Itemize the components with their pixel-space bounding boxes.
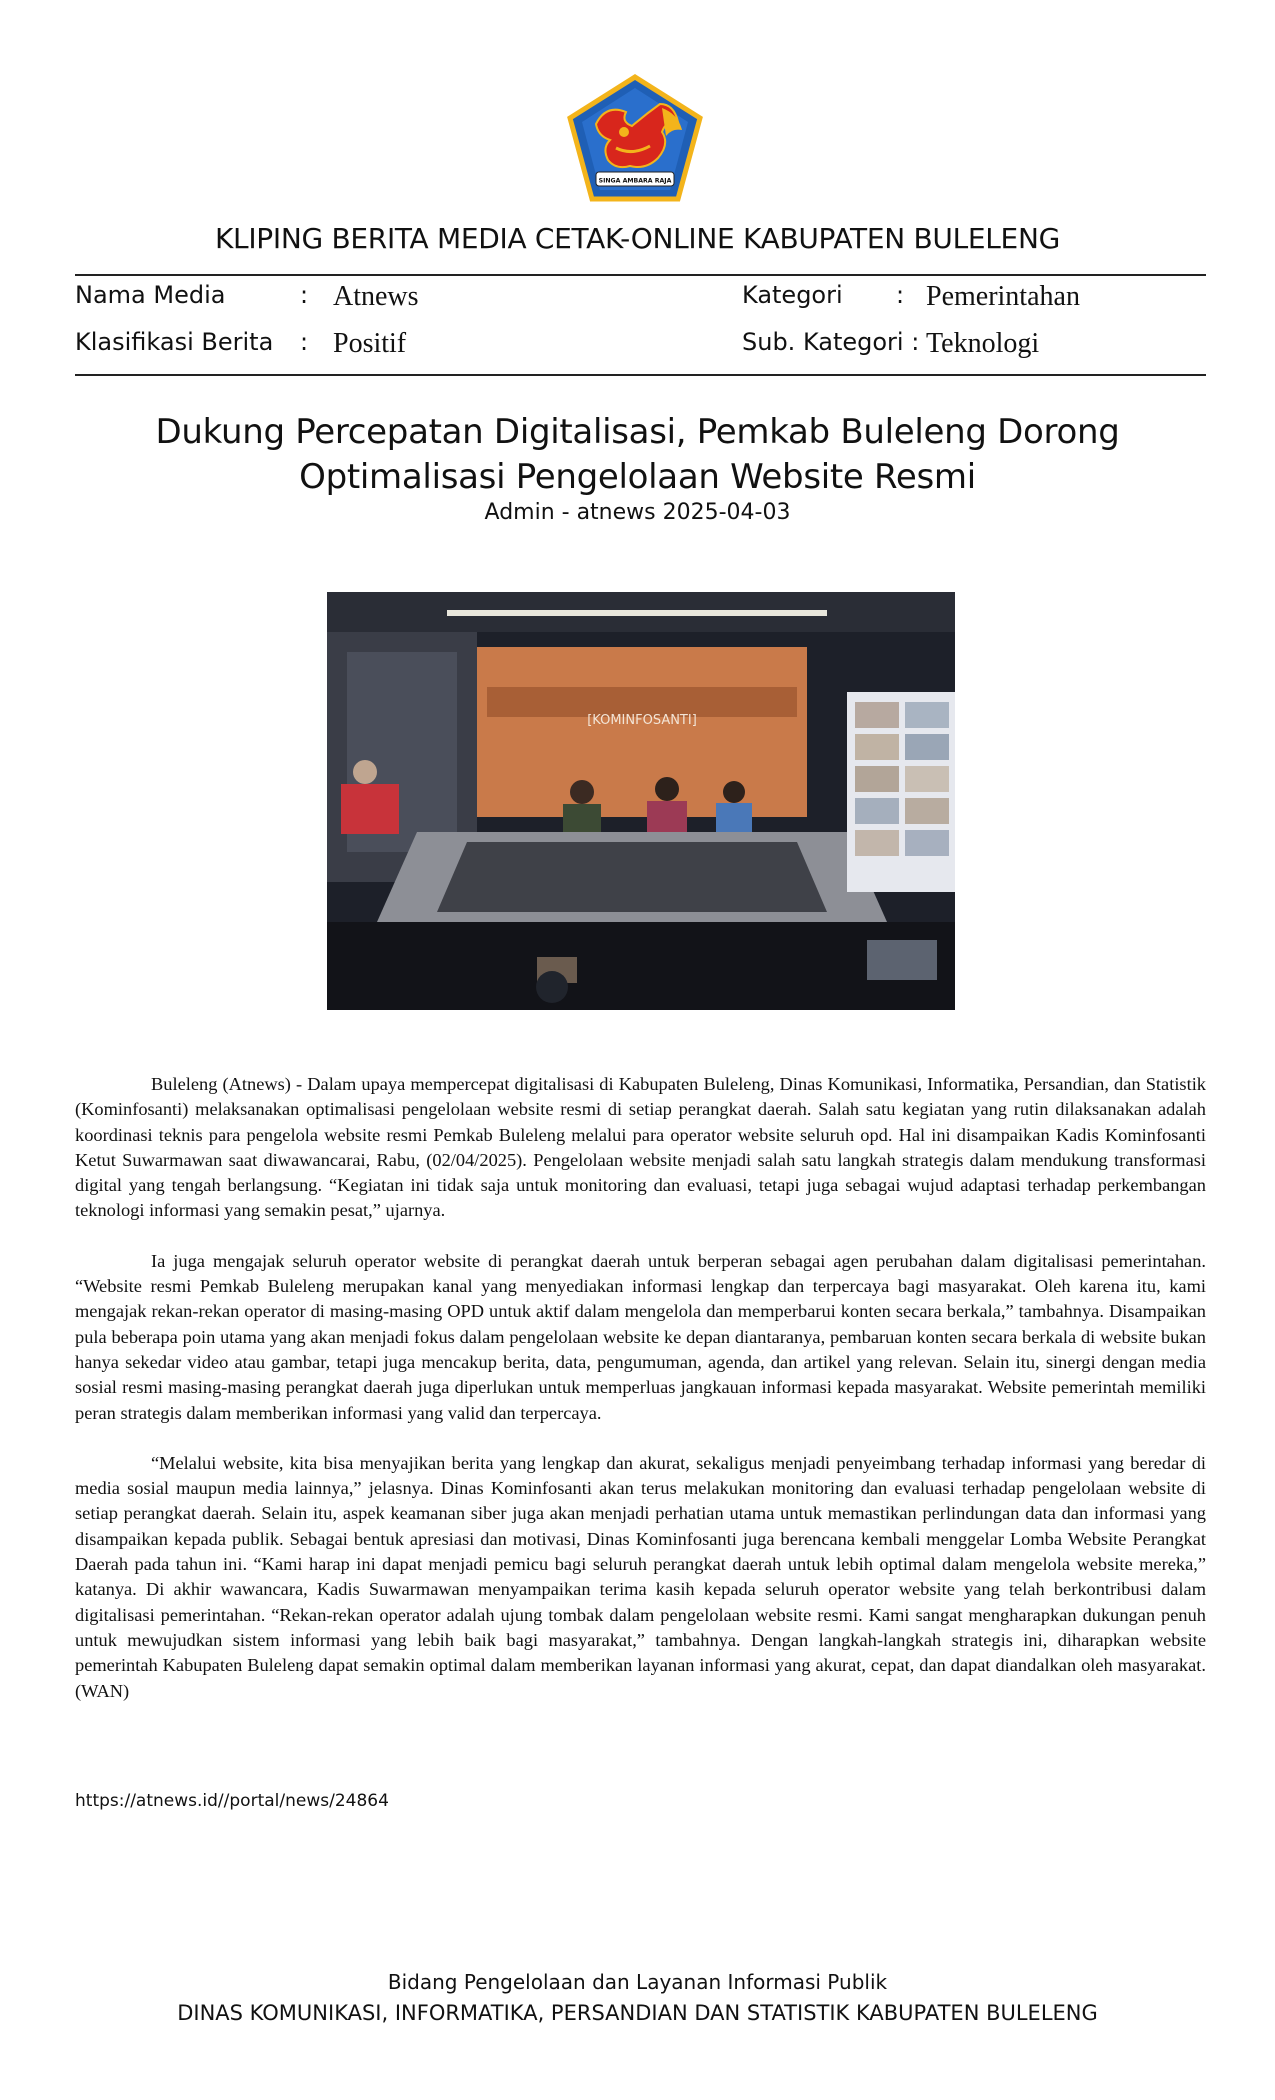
header-rule-bottom <box>75 374 1206 376</box>
footer-department: Bidang Pengelolaan dan Layanan Informasi Publik <box>387 1970 888 1994</box>
nama-media-value: Atnews <box>333 281 419 312</box>
nama-media-label: Nama Media <box>75 281 226 309</box>
buleleng-logo <box>566 74 704 202</box>
logo-motto: SINGA AMBARA RAJA <box>598 177 672 185</box>
kategori-label: Kategori <box>742 281 843 309</box>
document-header-title: KLIPING BERITA MEDIA CETAK-ONLINE KABUPATEN BULELENG <box>214 222 1060 255</box>
article-title: Dukung Percepatan Digitalisasi, Pemkab Buleleng Dorong Optimalisasi Pengelolaan Website Resmi <box>155 412 1120 497</box>
photo-banner-text: [KOMINFOSANTI] <box>587 713 697 728</box>
sub-kategori-label: Sub. Kategori : <box>742 328 920 356</box>
sub-kategori-value: Teknologi <box>926 328 1040 359</box>
article-paragraph-1: Buleleng (Atnews) - Dalam upaya mempercepat digitalisasi di Kabupaten Buleleng, Dinas Komunikasi, Informatika, Persandian, dan Statistik (Kominfosanti) melaksanakan optimalisasi pengelolaan website resmi di setiap perangkat daerah. Salah satu kegiatan yang rutin dilaksanakan adalah koordinasi teknis para pengelola website resmi Pemkab Buleleng melalui para operator website seluruh opd. Hal ini disampaikan Kadis Kominfosanti Ketut Suwarmawan saat diwawancarai, Rabu, (02/04/2025). Pengelolaan website menjadi salah satu langkah strategis dalam mendukung transformasi digital yang tengah berlangsung. “Kegiatan ini tidak saja untuk monitoring dan evaluasi, tetapi juga sebagai wujud adaptasi terhadap perkembangan teknologi informasi yang semakin pesat,” ujarnya. <box>75 1074 1206 1221</box>
article-paragraph-2: Ia juga mengajak seluruh operator website di perangkat daerah untuk berperan sebagai agen perubahan dalam digitalisasi pemerintahan. “Website resmi Pemkab Buleleng merupakan kanal yang menyediakan informasi lengkap dan terpercaya bagi masyarakat. Oleh karena itu, kami mengajak rekan-rekan operator di masing-masing OPD untuk aktif dalam mengelola dan memperbarui konten secara berkala,” tambahnya. Disampaikan pula beberapa poin utama yang akan menjadi fokus dalam pengelolaan website ke depan diantaranya, pembaruan konten secara berkala di website bukan hanya sekedar video atau gambar, tetapi juga mencakup berita, data, pengumuman, agenda, dan artikel yang relevan. Selain itu, sinergi dengan media sosial resmi masing-masing perangkat daerah juga diperlukan untuk memperluas jangkauan informasi kepada masyarakat. Website pemerintah memiliki peran strategis dalam memberikan informasi yang valid dan terpercaya. <box>75 1250 1206 1423</box>
klasifikasi-label: Klasifikasi Berita <box>75 328 274 356</box>
source-url[interactable]: https://atnews.id//portal/news/24864 <box>75 1791 389 1811</box>
article-photo <box>327 592 955 1010</box>
article-body <box>75 1072 1206 1729</box>
klasifikasi-value: Positif <box>333 328 407 359</box>
article-paragraph-3: “Melalui website, kita bisa menyajikan berita yang lengkap dan akurat, sekaligus menjadi penyeimbang terhadap informasi yang beredar di media sosial maupun media lainnya,” jelasnya. Dinas Kominfosanti akan terus melakukan monitoring dan evaluasi terhadap pengelolaan website di setiap perangkat daerah. Selain itu, aspek keamanan siber juga akan menjadi perhatian utama untuk memastikan perlindungan data dan informasi yang disampaikan kepada publik. Sebagai bentuk apresiasi dan motivasi, Dinas Kominfosanti juga berencana kembali menggelar Lomba Website Perangkat Daerah pada tahun ini. “Kami harap ini dapat menjadi pemicu bagi seluruh perangkat daerah untuk lebih optimal dalam mengelola website mereka,” katanya. Di akhir wawancara, Kadis Suwarmawan menyampaikan terima kasih kepada seluruh operator website yang telah berkontribusi dalam digitalisasi pemerintahan. “Rekan-rekan operator adalah ujung tombak dalam pengelolaan website resmi. Kami sangat mengharapkan dukungan penuh untuk mewujudkan sistem informasi yang lebih baik bagi masyarakat,” tambahnya. Dengan langkah-langkah strategis ini, diharapkan website pemerintah Kabupaten Buleleng dapat semakin optimal dalam memberikan layanan informasi yang akurat, cepat, dan dapat diandalkan oleh masyarakat. (WAN) <box>75 1452 1206 1701</box>
article-byline: Admin - atnews 2025-04-03 <box>484 500 791 525</box>
header-rule-top <box>75 274 1206 276</box>
footer-agency: DINAS KOMUNIKASI, INFORMATIKA, PERSANDIAN DAN STATISTIK KABUPATEN BULELENG <box>177 2001 1098 2025</box>
nama-media-separator: : <box>300 281 309 309</box>
klasifikasi-separator: : <box>300 328 309 356</box>
video-conference-photo <box>327 592 955 1010</box>
kategori-value: Pemerintahan <box>926 281 1080 312</box>
kategori-separator: : <box>896 281 905 309</box>
